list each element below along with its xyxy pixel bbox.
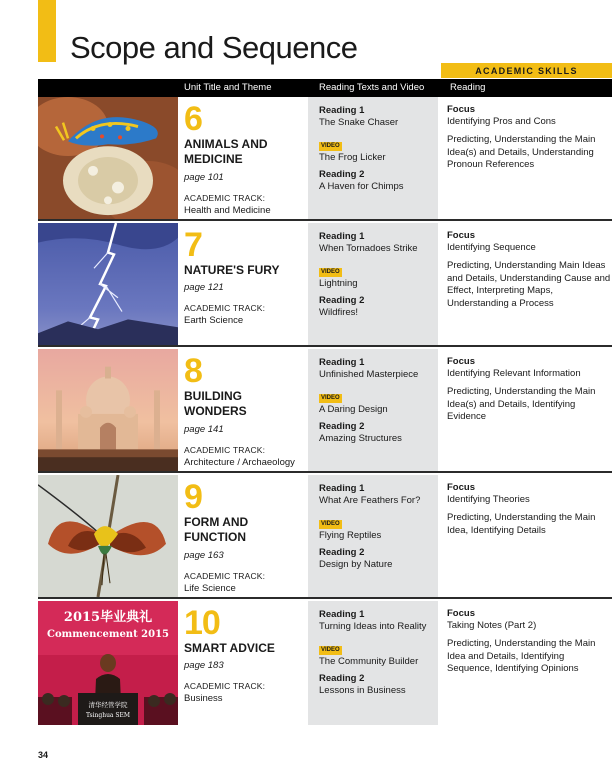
academic-track-label: ACADEMIC TRACK: [184,193,266,203]
reading-2-label: Reading 2 [319,169,365,180]
reading-2-label: Reading 2 [319,295,365,306]
unit-9-skills [447,475,612,537]
unit-title-line: WONDERS [184,404,247,418]
video-title: Flying Reptiles [319,530,382,541]
header-reading-texts: Reading Texts and Video [319,82,425,93]
focus-label: Focus [447,104,475,115]
reading-1-title: Turning Ideas into Reality [319,621,427,632]
unit-page-link[interactable]: page 101 [184,172,224,183]
unit-number: 6 [184,100,202,138]
skills-text: Predicting, Understanding the Main Idea and Details, Identifying Sequence, Identifying Opinions [447,638,596,674]
academic-track-label: ACADEMIC TRACK: [184,571,266,581]
unit-8-skills [447,349,612,424]
academic-track-value: Life Science [184,583,236,594]
unit-number: 10 [184,604,220,642]
reading-2-title: Wildfires! [319,307,359,318]
unit-8-photo-taj-mahal [38,349,178,471]
page-title: Scope and Sequence [70,30,358,65]
reading-1-label: Reading 1 [319,483,365,494]
video-title: A Daring Design [319,404,388,415]
unit-row-9 [38,475,612,599]
unit-title-line: NATURE'S FURY [184,263,280,277]
unit-title [184,641,304,656]
reading-1-label: Reading 1 [319,609,365,620]
unit-7-reading-texts [308,223,438,345]
focus-label: Focus [447,356,475,367]
unit-title [184,515,304,545]
academic-track-value: Earth Science [184,315,244,326]
unit-8-reading-texts [308,349,438,471]
reading-2-label: Reading 2 [319,421,365,432]
video-icon: VIDEO [321,143,340,149]
unit-10-photo-commencement [38,601,178,725]
academic-track-label: ACADEMIC TRACK: [184,445,266,455]
reading-2-label: Reading 2 [319,547,365,558]
academic-skills-tab: ACADEMIC SKILLS [441,63,612,78]
focus-text: Identifying Pros and Cons [447,116,556,127]
focus-text: Taking Notes (Part 2) [447,620,537,631]
skills-text: Predicting, Understanding the Main Idea, Identifying Details [447,512,596,536]
video-icon: VIDEO [321,269,340,275]
reading-1-label: Reading 1 [319,231,365,242]
title-accent-bar [38,0,56,62]
unit-title [184,263,304,278]
unit-title [184,137,304,167]
header-unit-title: Unit Title and Theme [184,82,272,93]
unit-7-skills [447,223,612,310]
unit-page-link[interactable]: page 183 [184,660,224,671]
unit-title-line: SMART ADVICE [184,641,275,655]
video-title: The Community Builder [319,656,419,667]
reading-1-title: Unfinished Masterpiece [319,369,419,380]
banner-line-2: Commencement 2015 [46,629,170,640]
reading-1-label: Reading 1 [319,357,365,368]
podium-line-2: Tsinghua SEM [85,712,131,719]
unit-page-link[interactable]: page 163 [184,550,224,561]
unit-number: 7 [184,226,202,264]
unit-9-photo-bird-of-paradise [38,475,178,597]
reading-2-title: Design by Nature [319,559,393,570]
unit-row-8 [38,349,612,473]
unit-6-photo-sea-slug [38,97,178,219]
focus-label: Focus [447,482,475,493]
academic-track-label: ACADEMIC TRACK: [184,303,266,313]
academic-track-value: Health and Medicine [184,205,271,216]
unit-row-6 [38,97,612,221]
table-header [38,79,612,97]
focus-text: Identifying Relevant Information [447,368,581,379]
page-number: 34 [38,750,49,760]
video-title: The Frog Licker [319,152,386,163]
focus-text: Identifying Theories [447,494,530,505]
unit-title-line: FORM AND [184,515,249,529]
unit-6-skills [447,97,612,172]
unit-row-7 [38,223,612,347]
reading-1-title: The Snake Chaser [319,117,399,128]
banner-line-1: 2015毕业典礼 [63,610,153,625]
podium-line-1: 清华经管学院 [88,701,128,709]
unit-10-reading-texts [308,601,438,725]
unit-page-link[interactable]: page 141 [184,424,224,435]
unit-7-photo-lightning [38,223,178,345]
focus-label: Focus [447,230,475,241]
reading-2-title: Amazing Structures [319,433,402,444]
header-reading: Reading [450,82,486,93]
unit-title-line: ANIMALS AND [184,137,268,151]
reading-2-label: Reading 2 [319,673,365,684]
academic-track-label: ACADEMIC TRACK: [184,681,266,691]
skills-text: Predicting, Understanding the Main Idea(s) and Details, Understanding Pronoun References [447,134,596,170]
unit-number: 9 [184,478,202,516]
unit-title-line: BUILDING [184,389,242,403]
reading-1-title: What Are Feathers For? [319,495,421,506]
video-icon: VIDEO [321,395,340,401]
academic-track-value: Architecture / Archaeology [184,457,295,468]
reading-1-label: Reading 1 [319,105,365,116]
unit-number: 8 [184,352,202,390]
unit-row-10 [38,601,612,725]
focus-label: Focus [447,608,475,619]
reading-1-title: When Tornadoes Strike [319,243,418,254]
skills-text: Predicting, Understanding the Main Idea(s) and Details, Identifying Evidence [447,386,596,422]
unit-title-line: FUNCTION [184,530,246,544]
unit-title [184,389,304,419]
reading-2-title: A Haven for Chimps [319,181,404,192]
unit-9-reading-texts [308,475,438,597]
focus-text: Identifying Sequence [447,242,536,253]
skills-text: Predicting, Understanding Main Ideas and Details, Understanding Cause and Effect, Interpreting Maps, Understanding a Process [447,260,611,309]
video-icon: VIDEO [321,521,340,527]
video-icon: VIDEO [321,647,340,653]
reading-2-title: Lessons in Business [319,685,406,696]
video-title: Lightning [319,278,358,289]
unit-title-line: MEDICINE [184,152,243,166]
academic-track-value: Business [184,693,223,704]
unit-page-link[interactable]: page 121 [184,282,224,293]
unit-6-reading-texts [308,97,438,219]
unit-10-skills [447,601,612,676]
